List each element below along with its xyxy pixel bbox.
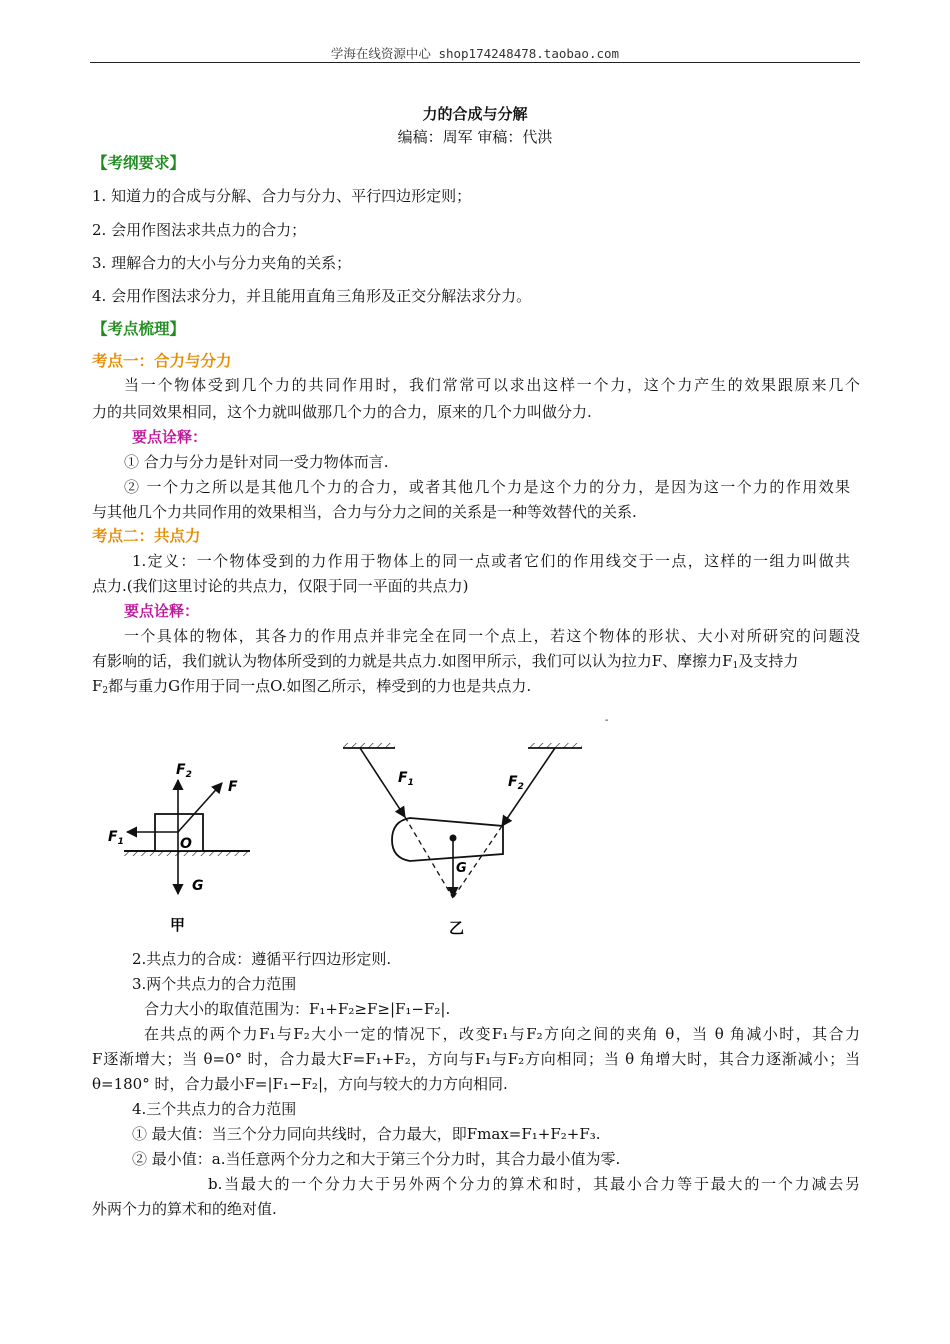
point2-note-line1: 一个具体的物体，其各力的作用点并非完全在同一个点上，若这个物体的形状、大小对所研究的问题没 — [124, 627, 860, 645]
editor-credits: 编稿：周军 审稿：代洪 — [397, 128, 553, 146]
label-G-yi: G — [456, 861, 467, 876]
label-O: O — [180, 836, 192, 852]
point1-para-line2: 力的共同效果相同，这个力就叫做那几个力的合力，原来的几个力叫做分力. — [92, 403, 592, 421]
label-F2-yi: $F_2$ — [508, 774, 524, 792]
label-G: G — [192, 878, 204, 894]
lower-line-5: F逐渐增大；当 θ=0° 时，合力最大F=F₁+F₂，方向与F₁与F₂方向相同；当 θ 角增大时，其合力逐渐减小；当 — [92, 1050, 860, 1068]
requirement-item-1: 1. 知道力的合成与分解、合力与分力、平行四边形定则； — [92, 187, 472, 205]
label-F2: $F_2$ — [176, 762, 192, 780]
point1-note2-line2: 与其他几个力共同作用的效果相当，合力与分力之间的关系是一种等效替代的关系. — [92, 503, 637, 521]
figure-jia — [108, 762, 250, 934]
rod — [392, 818, 503, 861]
document-title: 力的合成与分解 — [422, 105, 528, 123]
requirements-heading: 【考纲要求】 — [92, 153, 186, 172]
lower-line-6: θ=180° 时，合力最小F=|F₁−F₂|，方向与较大的力方向相同. — [92, 1075, 508, 1093]
point2-heading: 考点二：共点力 — [92, 526, 201, 545]
point2-note-line3: $F_2$都与重力G作用于同一点O.如图乙所示，棒受到的力也是共点力. — [92, 677, 532, 696]
page-header: 学海在线资源中心 shop174248478.taobao.com — [330, 46, 620, 61]
point2-def-line1: 1.定义：一个物体受到的力作用于物体上的同一点或者它们的作用线交于一点，这样的一组力叫做共 — [132, 552, 850, 570]
lower-line-10: b.当最大的一个分力大于另外两个分力的算术和时，其最小合力等于最大的一个力减去另 — [208, 1175, 860, 1193]
label-F: F — [228, 779, 238, 795]
lower-line-11: 外两个力的算术和的绝对值. — [92, 1200, 277, 1218]
point1-note2-line1: ② 一个力之所以是其他几个力的合力，或者其他几个力是这个力的分力，是因为这一个力的作用效果 — [124, 478, 850, 496]
requirement-item-2: 2. 会用作图法求共点力的合力； — [92, 221, 307, 239]
force-diagrams — [0, 700, 950, 950]
point2-note-line2: 有影响的话，我们就认为物体所受到的力就是共点力.如图甲所示，我们可以认为拉力F、摩擦力$F_1$及支持力 — [92, 652, 799, 671]
requirement-item-4: 4. 会用作图法求分力，并且能用直角三角形及正交分解法求分力。 — [92, 287, 532, 305]
lower-line-8: ① 最大值：当三个分力同向共线时，合力最大，即Fmax=F₁+F₂+F₃. — [132, 1125, 601, 1143]
label-F1: $F_1$ — [108, 829, 124, 847]
lower-line-7: 4.三个共点力的合力范围 — [132, 1100, 297, 1118]
point1-note1: ① 合力与分力是针对同一受力物体而言. — [124, 453, 389, 471]
lower-line-4: 在共点的两个力F₁与F₂大小一定的情况下，改变F₁与F₂方向之间的夹角 θ，当 θ 角减小时，其合力 — [144, 1025, 860, 1043]
requirement-item-3: 3. 理解合力的大小与分力夹角的关系； — [92, 254, 352, 272]
caption-jia: 甲 — [170, 916, 186, 934]
figure-yi — [343, 743, 582, 937]
svg-text:-: - — [605, 715, 609, 726]
caption-yi: 乙 — [449, 919, 465, 937]
point2-note-heading: 要点诠释： — [124, 602, 200, 620]
point2-def-line2: 点力.(我们这里讨论的共点力，仅限于同一平面的共点力) — [92, 577, 469, 595]
header-divider — [90, 62, 860, 63]
point1-para-line1: 当一个物体受到几个力的共同作用时，我们常常可以求出这样一个力，这个力产生的效果跟原来几个 — [124, 376, 860, 394]
label-F1-yi: $F_1$ — [398, 770, 414, 788]
lower-line-3: 合力大小的取值范围为：F₁+F₂≥F≥|F₁−F₂|. — [144, 1000, 451, 1018]
lower-line-9: ② 最小值：a.当任意两个分力之和大于第三个分力时，其合力最小值为零. — [132, 1150, 621, 1168]
point1-heading: 考点一：合力与分力 — [92, 351, 232, 370]
point1-note-heading: 要点诠释： — [132, 428, 208, 446]
lower-line-2: 3.两个共点力的合力范围 — [132, 975, 297, 993]
lower-line-1: 2.共点力的合成：遵循平行四边形定则. — [132, 950, 392, 968]
points-heading: 【考点梳理】 — [92, 319, 186, 338]
